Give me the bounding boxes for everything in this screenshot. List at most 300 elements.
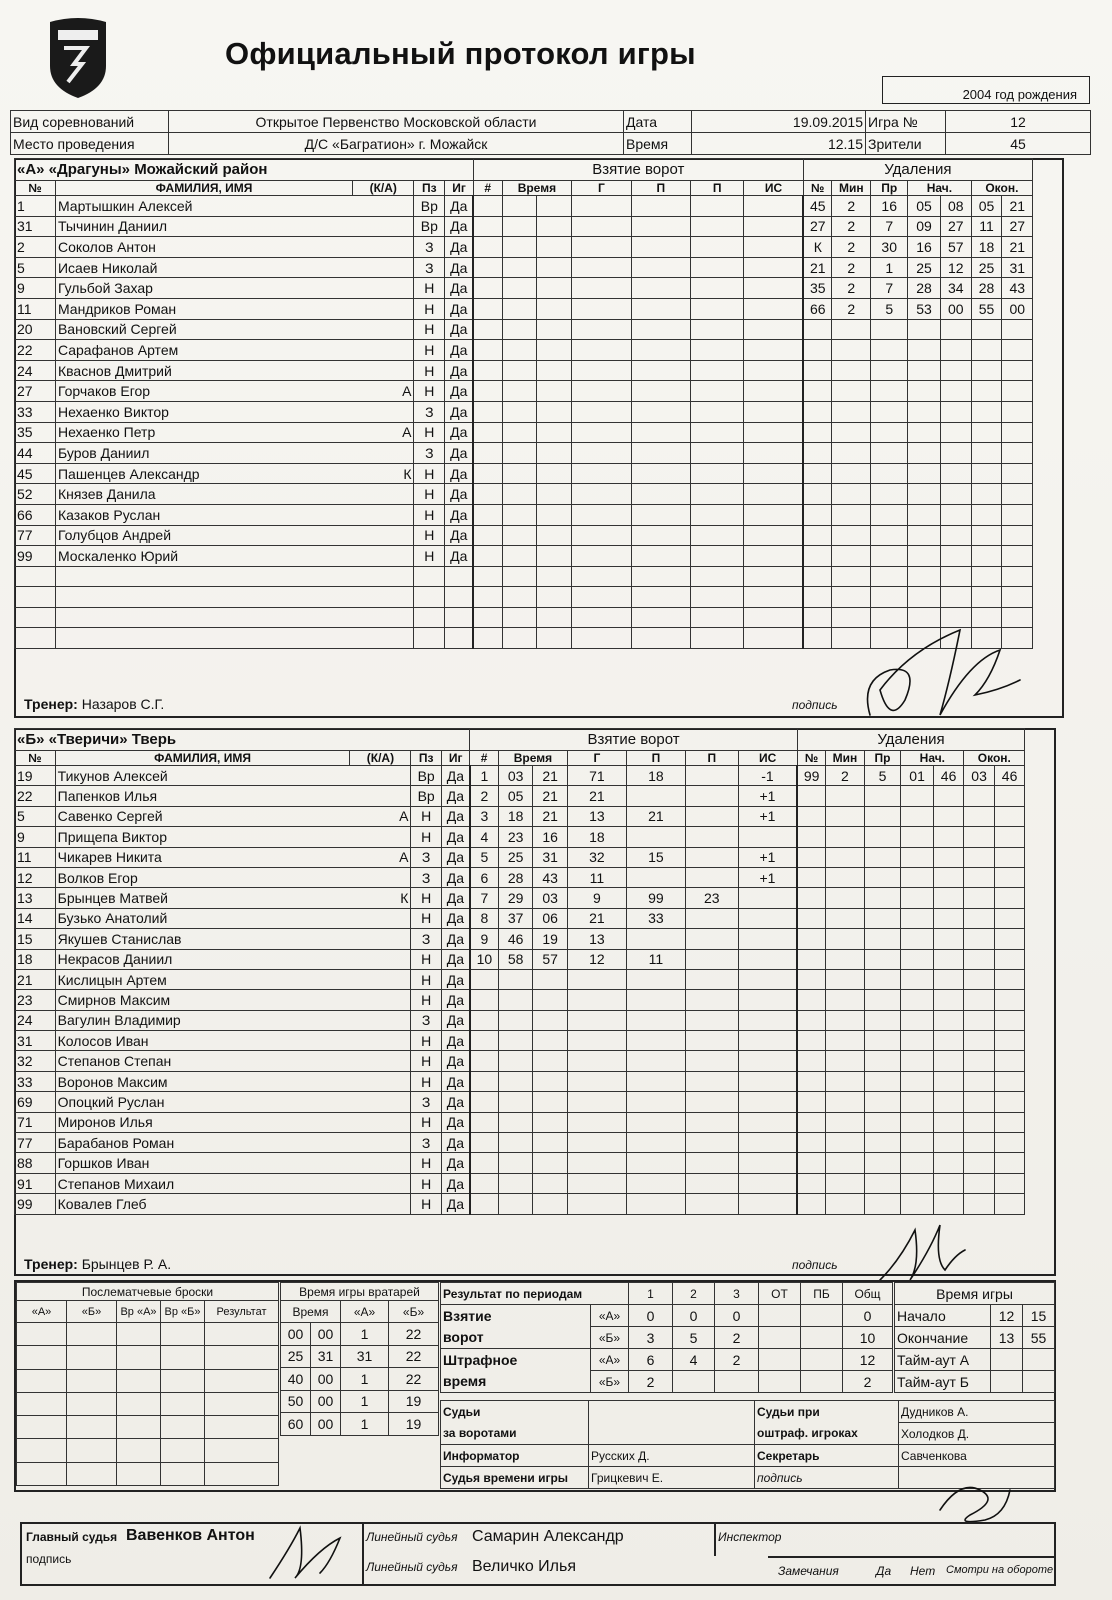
empty-cell — [537, 546, 572, 567]
empty-cell — [826, 786, 865, 806]
table-row — [15, 216, 1064, 237]
empty-cell — [744, 607, 803, 628]
empty-cell — [15, 628, 56, 649]
empty-cell — [901, 1092, 934, 1112]
period-col: 3 — [715, 1283, 759, 1305]
player-played: Да — [441, 1010, 470, 1030]
player-number: 22 — [15, 340, 56, 361]
empty-cell — [744, 360, 803, 381]
player-name: Тикунов Алексей — [55, 766, 350, 786]
empty-cell — [933, 1051, 963, 1071]
empty-cell — [826, 1010, 865, 1030]
goal-no: 4 — [470, 827, 498, 847]
player-number: 12 — [15, 867, 56, 887]
empty-cell — [901, 949, 934, 969]
empty-cell — [933, 847, 963, 867]
venue-value: Д/С «Багратион» г. Можайск — [169, 133, 624, 155]
pim-b-p1: 2 — [629, 1371, 673, 1393]
empty-cell — [567, 1071, 626, 1091]
player-number: 77 — [15, 525, 56, 546]
empty-cell — [567, 1031, 626, 1051]
table-row — [15, 969, 1056, 989]
table-row — [281, 1345, 439, 1368]
pim-label-2: время — [441, 1371, 591, 1393]
gk-sec: 00 — [311, 1368, 341, 1391]
player-captain — [350, 949, 411, 969]
player-name: Колосов Иван — [55, 1031, 350, 1051]
empty-cell — [502, 525, 537, 546]
player-position: Н — [414, 381, 445, 402]
empty-cell — [864, 1010, 901, 1030]
empty-cell — [738, 1173, 797, 1193]
empty-cell — [67, 1346, 117, 1369]
empty-cell — [832, 504, 871, 525]
empty-cell — [572, 401, 631, 422]
pim-a-p2: 4 — [673, 1349, 715, 1371]
empty-cell — [691, 463, 744, 484]
empty-cell — [1002, 566, 1033, 587]
player-captain — [350, 908, 411, 928]
empty-cell — [631, 587, 690, 608]
goal-assist-1: 99 — [626, 888, 685, 908]
table-row — [15, 546, 1064, 567]
empty-cell — [933, 867, 963, 887]
timekeeper-value: Грицкевич Е. — [589, 1467, 755, 1489]
empty-cell — [971, 443, 1002, 464]
player-name: Гульбой Захар — [55, 278, 352, 299]
player-name: Прищепа Виктор — [55, 827, 350, 847]
empty-cell — [908, 381, 941, 402]
venue-label: Место проведения — [11, 133, 169, 155]
player-name: Воронов Максим — [55, 1071, 350, 1091]
empty-cell — [205, 1323, 279, 1346]
player-position: Н — [411, 1173, 441, 1193]
empty-cell — [797, 1010, 825, 1030]
empty-cell — [826, 1173, 865, 1193]
period-col: 2 — [673, 1283, 715, 1305]
team-b-table — [14, 728, 1056, 1215]
empty-cell — [826, 949, 865, 969]
empty-cell — [537, 340, 572, 361]
tag-b: «Б» — [591, 1327, 629, 1349]
player-captain — [353, 546, 414, 567]
col-pen-no: № — [803, 181, 832, 196]
player-played: Да — [441, 1153, 470, 1173]
empty-cell — [15, 587, 56, 608]
table-row — [15, 786, 1056, 806]
empty-cell — [738, 1051, 797, 1071]
pen-number: 66 — [803, 298, 832, 319]
empty-cell — [908, 463, 941, 484]
empty-cell — [738, 1112, 797, 1132]
empty-cell — [1002, 443, 1033, 464]
player-name: Горчаков Егор — [55, 381, 352, 402]
player-captain — [353, 216, 414, 237]
empty-cell — [803, 422, 832, 443]
empty-cell — [691, 504, 744, 525]
empty-cell — [964, 1112, 994, 1132]
pen-start-min: 05 — [908, 196, 941, 217]
empty-cell — [964, 1173, 994, 1193]
player-name: Голубцов Андрей — [55, 525, 352, 546]
empty-cell — [537, 360, 572, 381]
empty-cell — [55, 628, 352, 649]
empty-cell — [691, 360, 744, 381]
empty-cell — [832, 319, 871, 340]
empty-cell — [1002, 340, 1033, 361]
pen-end-min: 18 — [971, 237, 1002, 258]
empty-cell — [117, 1416, 161, 1439]
empty-cell — [470, 1031, 498, 1051]
empty-cell — [572, 607, 631, 628]
empty-cell — [691, 401, 744, 422]
empty-cell — [572, 237, 631, 258]
empty-cell — [940, 340, 971, 361]
col-pen-min: Мин — [826, 751, 865, 766]
player-number: 77 — [15, 1133, 56, 1153]
empty-cell — [691, 443, 744, 464]
goals-label-1: Взятие — [441, 1305, 591, 1327]
empty-cell — [567, 1153, 626, 1173]
player-name: Кислицын Артем — [55, 969, 350, 989]
empty-cell — [533, 1051, 568, 1071]
empty-cell — [537, 216, 572, 237]
player-captain — [350, 1153, 411, 1173]
empty-cell — [473, 360, 502, 381]
table-row — [15, 1051, 1056, 1071]
empty-cell — [933, 1092, 963, 1112]
player-position: Н — [411, 1051, 441, 1071]
goals-b-ot — [759, 1327, 801, 1349]
empty-cell — [901, 1071, 934, 1091]
col-pen-start: Нач. — [901, 751, 964, 766]
see-back-label: Смотри на обороте — [946, 1564, 1054, 1576]
empty-cell — [631, 422, 690, 443]
goal-no: 3 — [470, 806, 498, 826]
empty-cell — [691, 546, 744, 567]
empty-cell — [901, 806, 934, 826]
period-col: ОТ — [759, 1283, 801, 1305]
pen-start-min: 01 — [901, 766, 934, 786]
shootout-col: Вр «А» — [117, 1301, 161, 1323]
empty-cell — [933, 908, 963, 928]
goal-assist-1: 15 — [626, 847, 685, 867]
competition-value: Открытое Первенство Московской области — [169, 111, 624, 133]
col-goal-scorer: Г — [567, 751, 626, 766]
empty-cell — [971, 566, 1002, 587]
penalty-judge-b: Холодков Д. — [899, 1423, 1055, 1445]
pen-number: 21 — [803, 257, 832, 278]
player-name: Нехаенко Виктор — [55, 401, 352, 422]
empty-cell — [797, 867, 825, 887]
empty-cell — [940, 525, 971, 546]
gk-min: 00 — [281, 1323, 311, 1346]
col-assist-2: П — [685, 751, 738, 766]
empty-cell — [537, 628, 572, 649]
empty-cell — [533, 969, 568, 989]
player-position: Н — [411, 908, 441, 928]
empty-cell — [502, 381, 537, 402]
player-captain — [353, 237, 414, 258]
goal-scorer: 21 — [567, 786, 626, 806]
empty-cell — [864, 929, 901, 949]
col-pen-end: Окон. — [964, 751, 1025, 766]
empty-cell — [864, 1031, 901, 1051]
pen-start-sec: 00 — [940, 298, 971, 319]
empty-cell — [498, 990, 533, 1010]
pen-number: 35 — [803, 278, 832, 299]
informer-label: Информатор — [441, 1445, 589, 1467]
table-row — [15, 381, 1064, 402]
empty-cell — [994, 1112, 1025, 1132]
player-captain — [353, 525, 414, 546]
empty-cell — [205, 1392, 279, 1415]
empty-cell — [864, 990, 901, 1010]
team-a-signature — [850, 620, 1040, 740]
player-number: 18 — [15, 949, 56, 969]
col-goal-time: Время — [502, 181, 572, 196]
goals-b-p1: 3 — [629, 1327, 673, 1349]
empty-cell — [871, 587, 908, 608]
empty-cell — [498, 1010, 533, 1030]
player-name: Мандриков Роман — [55, 298, 352, 319]
empty-cell — [964, 1071, 994, 1091]
empty-cell — [537, 257, 572, 278]
col-pen-reason: Пр — [871, 181, 908, 196]
empty-cell — [631, 504, 690, 525]
player-number: 31 — [15, 216, 56, 237]
empty-cell — [117, 1369, 161, 1392]
pen-minutes: 2 — [832, 278, 871, 299]
empty-cell — [572, 381, 631, 402]
empty-cell — [1002, 360, 1033, 381]
goal-no: 9 — [470, 929, 498, 949]
empty-cell — [908, 443, 941, 464]
empty-cell — [626, 1194, 685, 1214]
pim-a-p1: 6 — [629, 1349, 673, 1371]
col-assist-2: П — [691, 181, 744, 196]
empty-cell — [901, 786, 934, 806]
empty-cell — [353, 628, 414, 649]
empty-cell — [473, 278, 502, 299]
empty-cell — [864, 786, 901, 806]
player-position: Н — [414, 298, 445, 319]
empty-cell — [797, 806, 825, 826]
goal-judges-label-2: за воротами — [441, 1423, 589, 1445]
empty-cell — [964, 949, 994, 969]
empty-cell — [832, 422, 871, 443]
empty-cell — [161, 1346, 205, 1369]
empty-cell — [470, 1133, 498, 1153]
period-col: Общ — [843, 1283, 893, 1305]
empty-cell — [572, 422, 631, 443]
gk-b: 19 — [389, 1413, 439, 1436]
goalie-time-title: Время игры вратарей — [281, 1283, 439, 1301]
empty-cell — [473, 628, 502, 649]
empty-cell — [908, 401, 941, 422]
goal-min: 05 — [498, 786, 533, 806]
game-no-value: 12 — [946, 111, 1091, 133]
empty-cell — [744, 298, 803, 319]
goal-assist-1 — [626, 929, 685, 949]
col-ka: (К/А) — [353, 181, 414, 196]
player-position: З — [411, 847, 441, 867]
table-row — [15, 484, 1064, 505]
empty-cell — [744, 340, 803, 361]
empty-cell — [502, 401, 537, 422]
empty-cell — [744, 546, 803, 567]
team-title: «А» «Драгуны» Можайский район — [15, 159, 474, 181]
empty-cell — [744, 525, 803, 546]
table-row — [15, 278, 1064, 299]
empty-cell — [797, 1031, 825, 1051]
empty-cell — [1002, 381, 1033, 402]
pen-minutes: 2 — [832, 298, 871, 319]
empty-cell — [1002, 484, 1033, 505]
player-position: Н — [414, 463, 445, 484]
empty-cell — [994, 1173, 1025, 1193]
col-ig: Иг — [441, 751, 470, 766]
goal-strength — [738, 888, 797, 908]
player-captain — [353, 443, 414, 464]
empty-cell — [871, 401, 908, 422]
player-number: 71 — [15, 1112, 56, 1132]
goal-assist-2: 23 — [685, 888, 738, 908]
goal-strength: +1 — [738, 867, 797, 887]
table-row — [15, 908, 1056, 928]
empty-cell — [498, 1071, 533, 1091]
goal-sec: 03 — [533, 888, 568, 908]
empty-cell — [572, 525, 631, 546]
goal-assist-2 — [685, 847, 738, 867]
empty-cell — [964, 908, 994, 928]
empty-cell — [933, 827, 963, 847]
empty-cell — [631, 607, 690, 628]
empty-cell — [826, 806, 865, 826]
player-captain: А — [353, 422, 414, 443]
empty-cell — [826, 1153, 865, 1173]
player-played: Да — [445, 319, 474, 340]
player-captain — [350, 1194, 411, 1214]
empty-cell — [864, 1173, 901, 1193]
player-name: Казаков Руслан — [55, 504, 352, 525]
empty-cell — [470, 1194, 498, 1214]
empty-cell — [1002, 525, 1033, 546]
game-time-table — [894, 1282, 1055, 1393]
empty-cell — [803, 463, 832, 484]
empty-cell — [797, 1071, 825, 1091]
empty-cell — [473, 566, 502, 587]
empty-cell — [933, 806, 963, 826]
empty-cell — [631, 298, 690, 319]
player-name: Буров Даниил — [55, 443, 352, 464]
gk-a: 1 — [341, 1323, 389, 1346]
player-position: Н — [411, 1071, 441, 1091]
empty-cell — [502, 566, 537, 587]
empty-cell — [797, 1051, 825, 1071]
empty-cell — [803, 525, 832, 546]
player-position: Н — [411, 888, 441, 908]
coach-label: Тренер: — [24, 696, 78, 712]
col-strength: ИС — [738, 751, 797, 766]
empty-cell — [933, 929, 963, 949]
empty-cell — [744, 216, 803, 237]
player-number: 15 — [15, 929, 56, 949]
player-number: 23 — [15, 990, 56, 1010]
pim-a-p3: 2 — [715, 1349, 759, 1371]
player-position: З — [411, 929, 441, 949]
player-name: Соколов Антон — [55, 237, 352, 258]
empty-cell — [161, 1462, 205, 1485]
empty-cell — [1002, 422, 1033, 443]
goal-strength: +1 — [738, 786, 797, 806]
empty-cell — [691, 422, 744, 443]
player-number: 24 — [15, 1010, 56, 1030]
empty-cell — [797, 929, 825, 949]
empty-cell — [908, 566, 941, 587]
empty-cell — [940, 422, 971, 443]
empty-cell — [533, 1133, 568, 1153]
empty-cell — [738, 1010, 797, 1030]
empty-cell — [971, 319, 1002, 340]
empty-cell — [826, 827, 865, 847]
empty-cell — [117, 1323, 161, 1346]
empty-cell — [994, 867, 1025, 887]
empty-cell — [971, 504, 1002, 525]
empty-cell — [803, 628, 832, 649]
date-label: Дата — [624, 111, 692, 133]
player-played: Да — [441, 1051, 470, 1071]
empty-cell — [537, 319, 572, 340]
player-played: Да — [445, 257, 474, 278]
empty-cell — [691, 196, 744, 217]
goal-strength: +1 — [738, 847, 797, 867]
empty-cell — [803, 381, 832, 402]
empty-cell — [994, 929, 1025, 949]
empty-cell — [567, 1133, 626, 1153]
pim-b-p3 — [715, 1371, 759, 1393]
empty-cell — [572, 463, 631, 484]
empty-cell — [940, 504, 971, 525]
empty-cell — [864, 867, 901, 887]
pen-number: 45 — [803, 196, 832, 217]
empty-cell — [691, 381, 744, 402]
empty-cell — [55, 587, 352, 608]
team-b-signature-label: подпись — [792, 1258, 838, 1272]
empty-cell — [994, 847, 1025, 867]
timeout-b-label: Тайм-аут Б — [895, 1371, 991, 1393]
empty-cell — [631, 546, 690, 567]
periods-title: Результат по периодам — [441, 1283, 629, 1305]
player-name: Степанов Степан — [55, 1051, 350, 1071]
empty-cell — [864, 949, 901, 969]
empty-cell — [964, 867, 994, 887]
empty-cell — [971, 401, 1002, 422]
empty-cell — [473, 607, 502, 628]
page-title: Официальный протокол игры — [225, 36, 696, 71]
goal-min: 46 — [498, 929, 533, 949]
player-position: Н — [414, 525, 445, 546]
player-position: З — [411, 1092, 441, 1112]
pen-end-sec: 31 — [1002, 257, 1033, 278]
empty-cell — [473, 504, 502, 525]
empty-cell — [744, 463, 803, 484]
empty-cell — [691, 628, 744, 649]
table-row — [15, 766, 1056, 786]
col-pen-end: Окон. — [971, 181, 1032, 196]
empty-cell — [685, 1133, 738, 1153]
empty-cell — [908, 525, 941, 546]
